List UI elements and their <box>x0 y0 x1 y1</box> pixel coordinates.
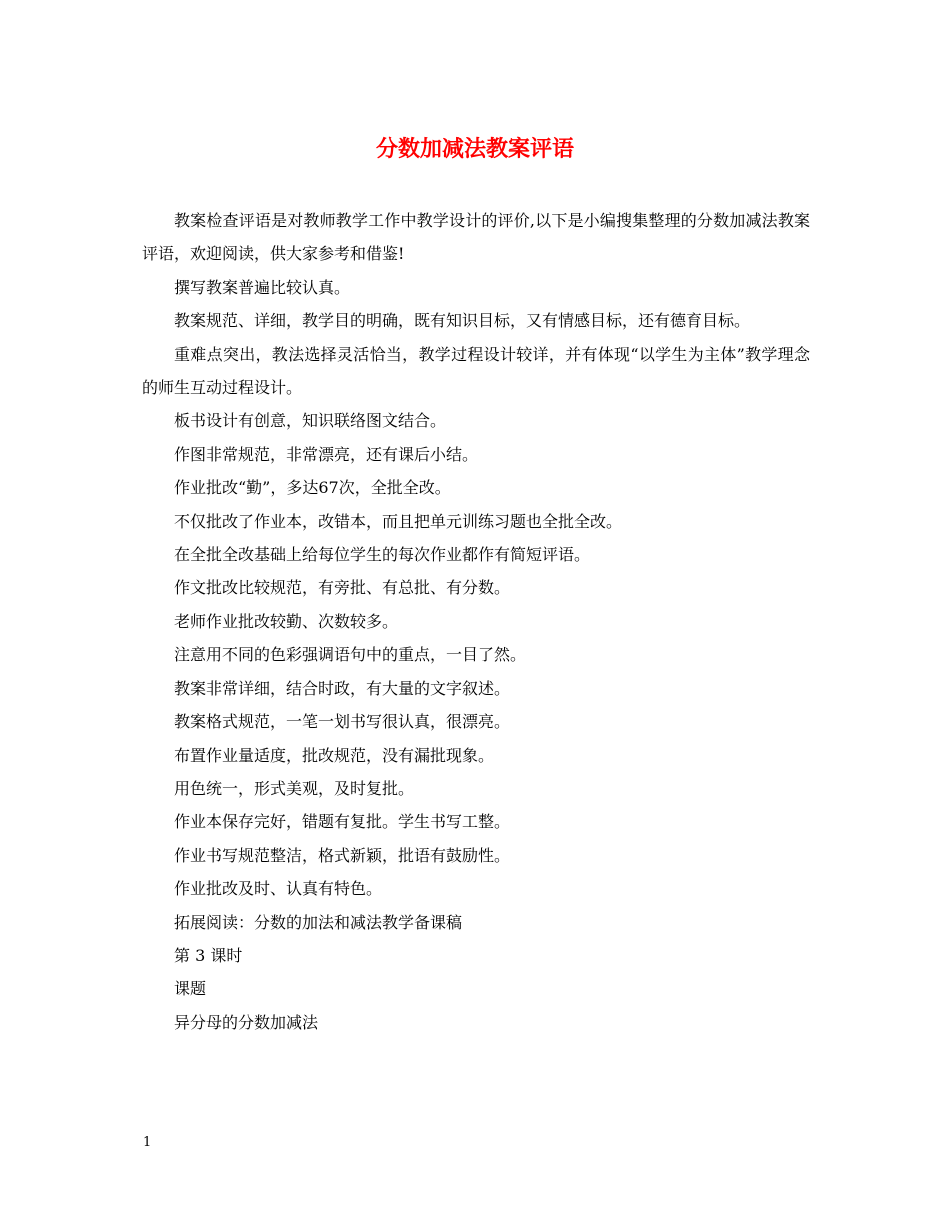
paragraph: 教案检查评语是对教师教学工作中教学设计的评价,以下是小编搜集整理的分数加减法教案评语，欢迎阅读，供大家参考和借鉴! <box>142 211 810 264</box>
paragraph: 作业本保存完好，错题有复批。学生书写工整。 <box>174 812 511 832</box>
paragraph: 作业书写规范整洁，格式新颖，批语有鼓励性。 <box>174 845 511 865</box>
paragraph: 布置作业量适度，批改规范，没有漏批现象。 <box>174 745 495 765</box>
paragraph: 教案规范、详细，教学目的明确，既有知识目标，又有情感目标，还有德育目标。 <box>174 311 751 331</box>
paragraph: 第 3 课时 <box>174 945 243 965</box>
paragraph: 作业批改“勤”，多达67次，全批全改。 <box>174 478 451 498</box>
paragraph: 教案格式规范，一笔一划书写很认真，很漂亮。 <box>174 712 511 732</box>
paragraph: 拓展阅读：分数的加法和减法教学备课稿 <box>174 912 463 932</box>
paragraph: 板书设计有创意，知识联络图文结合。 <box>174 411 447 431</box>
paragraph: 重难点突出，教法选择灵活恰当，教学过程设计较详，并有体现“以学生为主体”教学理念的师生互动过程设计。 <box>142 344 810 398</box>
paragraph: 异分母的分数加减法 <box>174 1012 319 1032</box>
page-number: 1 <box>143 1135 152 1150</box>
paragraph: 作文批改比较规范，有旁批、有总批、有分数。 <box>174 578 511 598</box>
paragraph: 课题 <box>174 979 207 999</box>
paragraph: 老师作业批改较勤、次数较多。 <box>174 611 399 631</box>
paragraph: 不仅批改了作业本，改错本，而且把单元训练习题也全批全改。 <box>174 511 623 531</box>
paragraph: 撰写教案普遍比较认真。 <box>174 277 351 297</box>
paragraph: 用色统一，形式美观，及时复批。 <box>174 778 415 798</box>
document-body <box>142 204 810 1039</box>
paragraph: 作业批改及时、认真有特色。 <box>174 879 383 899</box>
paragraph: 作图非常规范，非常漂亮，还有课后小结。 <box>174 444 479 464</box>
document-title: 分数加减法教案评语 <box>375 136 574 162</box>
paragraph: 注意用不同的色彩强调语句中的重点，一目了然。 <box>174 645 527 665</box>
paragraph: 在全批全改基础上给每位学生的每次作业都作有简短评语。 <box>174 545 591 565</box>
paragraph: 教案非常详细，结合时政，有大量的文字叙述。 <box>174 678 511 698</box>
